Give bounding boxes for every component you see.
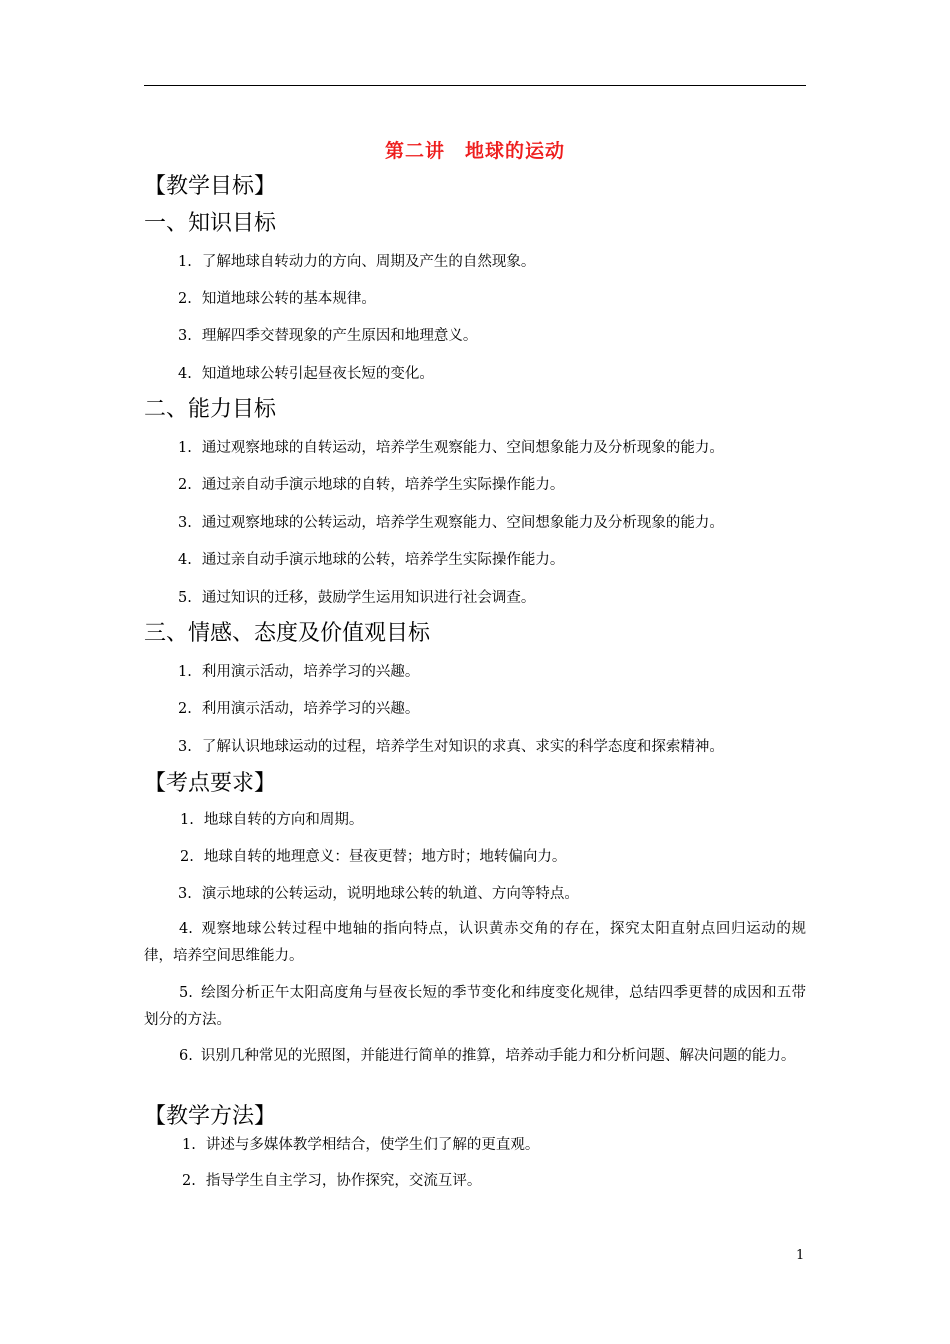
item-text: 通过知识的迁移，鼓励学生运用知识进行社会调查。 [201,590,536,606]
item-number: 2. [178,477,192,493]
page-number: 1 [796,1248,805,1263]
item-number: 2. [182,1173,196,1189]
item-text: 讲述与多媒体教学相结合，使学生们了解的更直观。 [205,1137,540,1153]
heading-teaching-method: 【教学方法】 [144,1104,277,1129]
list-item [178,700,419,718]
heading-exam-requirements: 【考点要求】 [144,771,277,796]
list-item [178,551,564,569]
list-item [178,514,724,532]
list-paragraph [144,916,806,970]
item-text: 了解地球自转动力的方向、周期及产生的自然现象。 [201,254,536,270]
item-text: 通过观察地球的公转运动，培养学生观察能力、空间想象能力及分析现象的能力。 [201,515,724,531]
item-text: 知道地球公转的基本规律。 [201,291,376,307]
list-item [178,476,564,494]
heading-ability-goals: 二、能力目标 [144,397,277,422]
list-item [182,1136,539,1154]
list-item [178,327,477,345]
list-paragraph [144,1043,806,1070]
item-number: 4. [178,366,192,382]
item-text: 演示地球的公转运动，说明地球公转的轨道、方向等特点。 [201,886,579,902]
list-item [178,253,535,271]
list-item [182,1172,481,1190]
heading-knowledge-goals: 一、知识目标 [144,211,277,236]
item-number: 1. [180,812,194,828]
item-text: 地球自转的方向和周期。 [203,812,364,828]
item-text: 绘图分析正午太阳高度角与昼夜长短的季节变化和纬度变化规律，总结四季更替的成因和五带划分的方法。 [144,985,806,1028]
item-number: 3. [178,515,192,531]
item-number: 5. [179,985,193,1001]
item-number: 2. [178,701,192,717]
list-item [178,439,724,457]
item-number: 3. [178,328,192,344]
item-number: 4. [178,552,192,568]
item-number: 2. [178,291,192,307]
item-text: 理解四季交替现象的产生原因和地理意义。 [201,328,478,344]
list-item [178,365,434,383]
item-number: 2. [180,849,194,865]
list-item [180,811,363,829]
item-number: 3. [178,739,192,755]
item-text: 通过亲自动手演示地球的自转，培养学生实际操作能力。 [201,477,565,493]
item-number: 1. [178,254,192,270]
item-text: 识别几种常见的光照图，并能进行简单的推算，培养动手能力和分析问题、解决问题的能力。 [200,1048,796,1064]
list-paragraph [144,980,806,1034]
list-item [178,589,535,607]
item-text: 通过亲自动手演示地球的公转，培养学生实际操作能力。 [201,552,565,568]
item-text: 指导学生自主学习，协作探究，交流互评。 [205,1173,482,1189]
heading-emotion-goals: 三、情感、态度及价值观目标 [144,621,431,646]
item-number: 1. [178,664,192,680]
item-number: 1. [178,440,192,456]
item-number: 5. [178,590,192,606]
list-item [178,885,579,903]
list-item [178,290,376,308]
item-number: 4. [179,921,193,937]
page-title: 第二讲 地球的运动 [384,140,565,162]
item-number: 1. [182,1137,196,1153]
item-text: 知道地球公转引起昼夜长短的变化。 [201,366,434,382]
item-text: 观察地球公转过程中地轴的指向特点，认识黄赤交角的存在，探究太阳直射点回归运动的规律，培养空间思维能力。 [144,921,806,964]
item-text: 利用演示活动，培养学习的兴趣。 [201,664,420,680]
item-text: 通过观察地球的自转运动，培养学生观察能力、空间想象能力及分析现象的能力。 [201,440,724,456]
heading-teaching-goals: 【教学目标】 [144,174,277,199]
item-text: 利用演示活动，培养学习的兴趣。 [201,701,420,717]
item-text: 地球自转的地理意义：昼夜更替；地方时；地转偏向力。 [203,849,567,865]
item-number: 6. [179,1048,193,1064]
list-item [178,663,419,681]
list-item [178,738,724,756]
list-item [180,848,566,866]
item-text: 了解认识地球运动的过程，培养学生对知识的求真、求实的科学态度和探索精神。 [201,739,724,755]
item-number: 3. [178,886,192,902]
header-rule [144,85,806,86]
